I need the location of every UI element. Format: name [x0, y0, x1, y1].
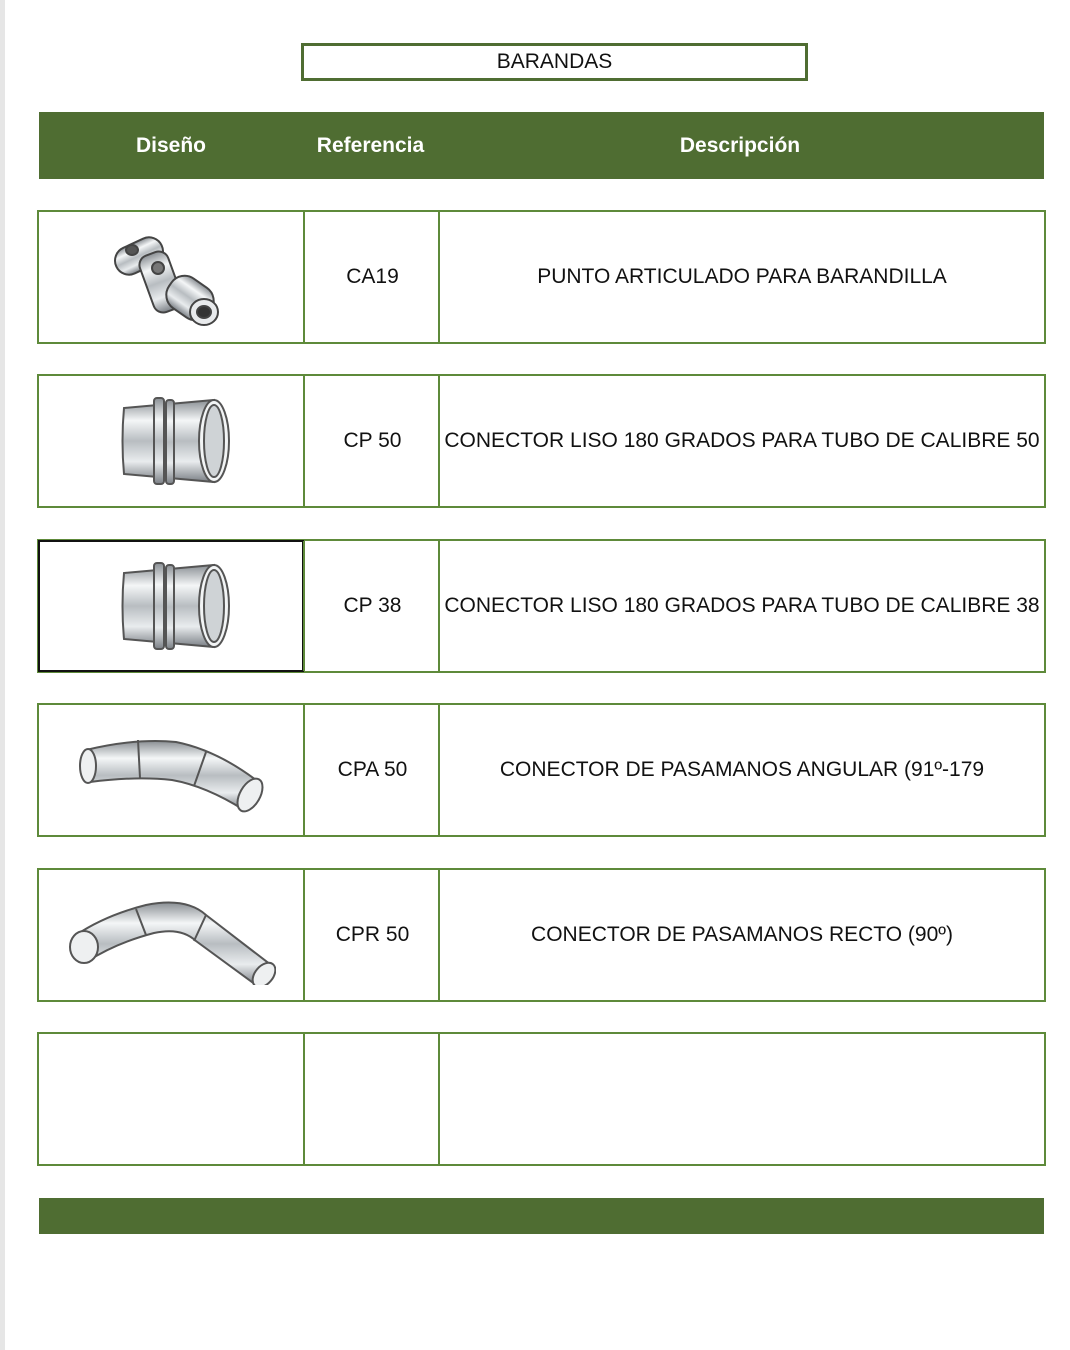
design-cell: [39, 705, 303, 835]
table-row: [37, 703, 1046, 837]
design-cell: [39, 1034, 303, 1164]
reference-cell: [303, 1034, 440, 1164]
elbow-connector-icon: [66, 885, 276, 985]
page-title: [301, 43, 808, 81]
straight-connector-icon: [106, 386, 236, 496]
angular-connector-icon: [76, 720, 266, 820]
reference-cell: CPA 50: [303, 705, 440, 835]
description-cell: PUNTO ARTICULADO PARA BARANDILLA: [438, 212, 1044, 342]
articulated-joint-icon: [106, 222, 236, 332]
description-cell: CONECTOR LISO 180 GRADOS PARA TUBO DE CALIBRE 38: [438, 541, 1044, 671]
reference-cell: CP 38: [303, 541, 440, 671]
table-row: [37, 1032, 1046, 1166]
reference-cell: CPR 50: [303, 870, 440, 1000]
table-row: [37, 374, 1046, 508]
reference-cell: CP 50: [303, 376, 440, 506]
page-edge: [0, 0, 5, 1350]
header-design: Diseño: [135, 133, 206, 157]
straight-connector-icon: [106, 551, 236, 661]
description-cell: CONECTOR DE PASAMANOS RECTO (90º): [438, 870, 1044, 1000]
description-cell: [438, 1034, 1044, 1164]
design-cell: [39, 212, 303, 342]
design-cell: [39, 870, 303, 1000]
design-cell: [39, 376, 303, 506]
table-row: [37, 868, 1046, 1002]
header-reference: Referencia: [316, 133, 425, 157]
table-header: [39, 112, 1044, 179]
footer-bar: [39, 1198, 1044, 1234]
header-description: Descripción: [679, 133, 801, 157]
page-title-text: BARANDAS: [496, 50, 613, 73]
table-row: [37, 539, 1046, 673]
reference-cell: CA19: [303, 212, 440, 342]
description-cell: CONECTOR DE PASAMANOS ANGULAR (91º-179: [438, 705, 1044, 835]
table-row: [37, 210, 1046, 344]
design-cell: [39, 541, 303, 671]
description-cell: CONECTOR LISO 180 GRADOS PARA TUBO DE CALIBRE 50: [438, 376, 1044, 506]
